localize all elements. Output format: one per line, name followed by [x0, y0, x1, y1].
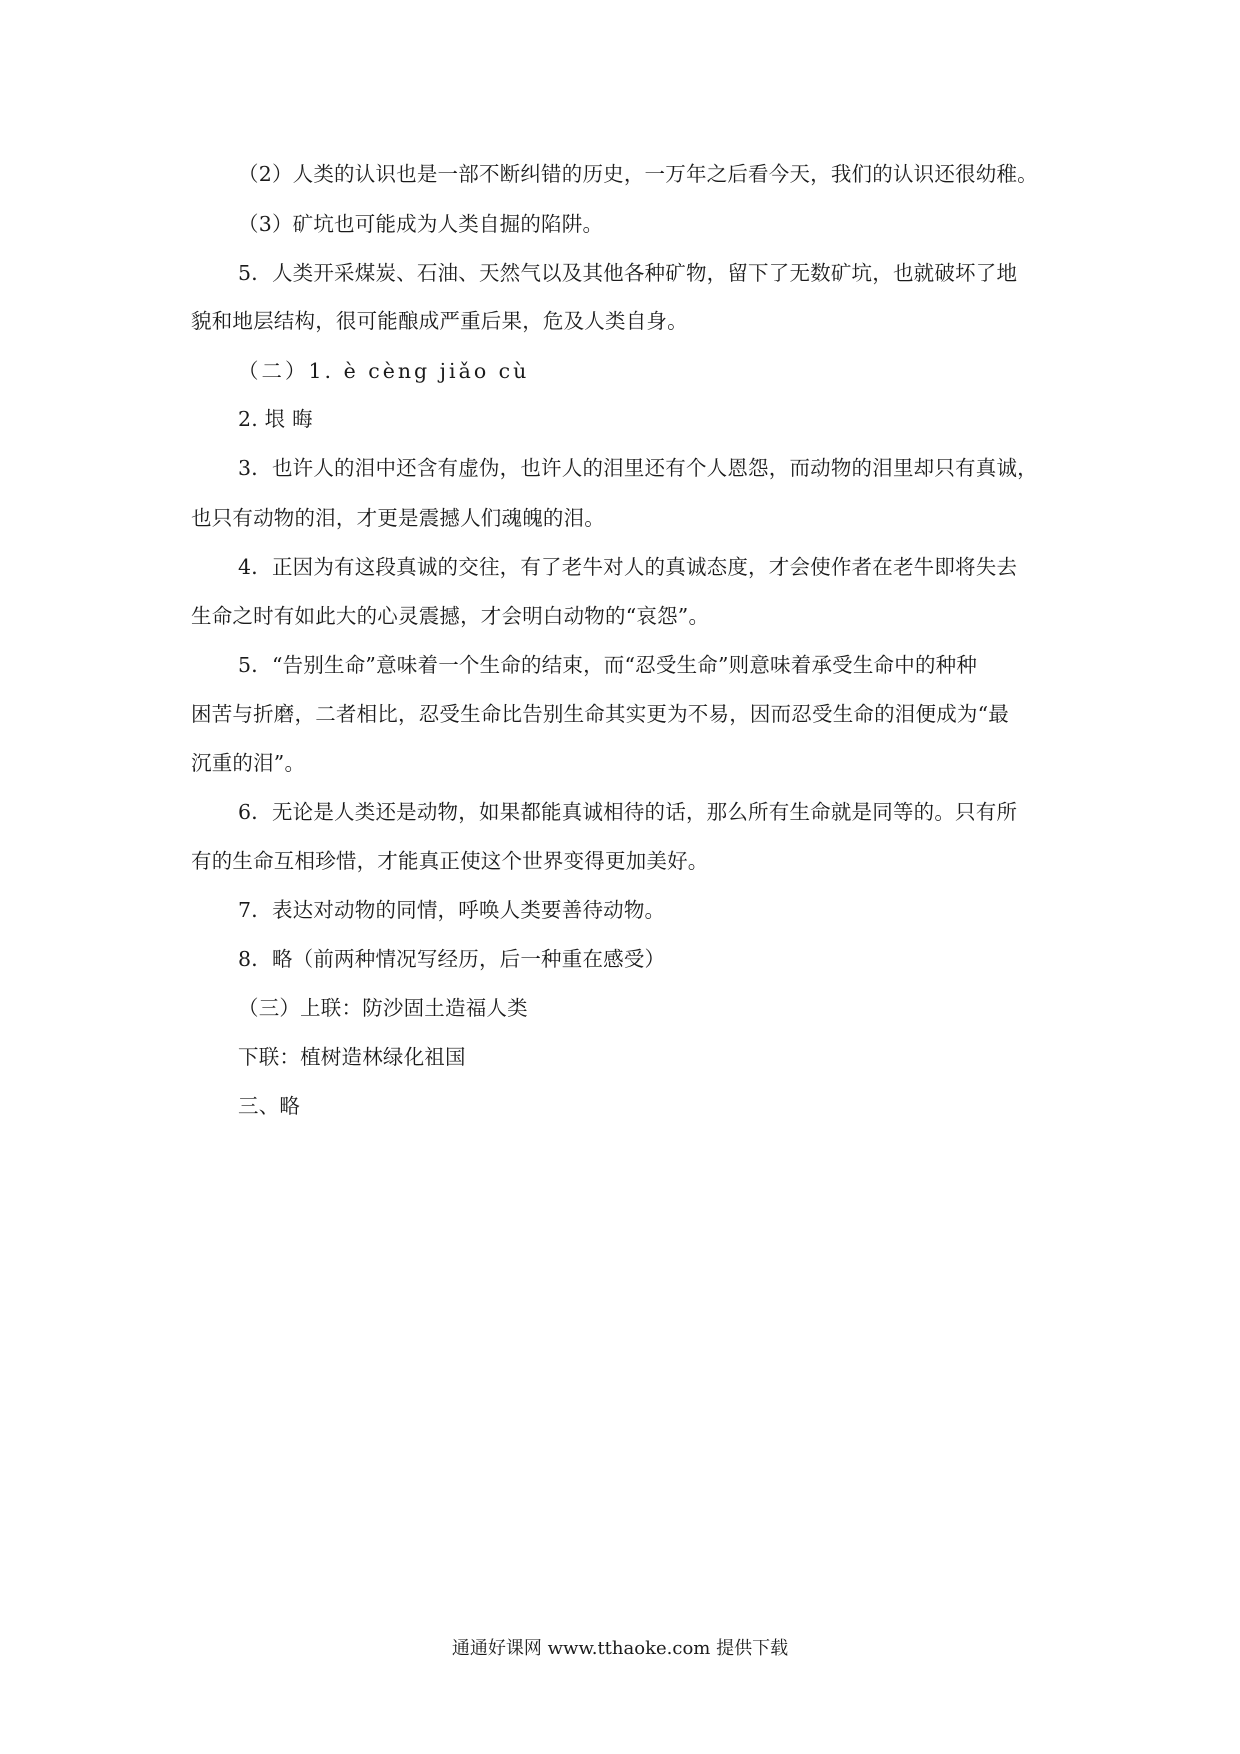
answer-line: 5．“告别生命”意味着一个生命的结束，而“忍受生命”则意味着承受生命中的种种: [238, 653, 978, 677]
answer-line: 沉重的泪”。: [191, 751, 306, 775]
answer-line: 有的生命互相珍惜，才能真正使这个世界变得更加美好。: [191, 849, 709, 873]
answer-line: 7．表达对动物的同情，呼唤人类要善待动物。: [238, 898, 666, 922]
answer-line: 下联：植树造林绿化祖国: [238, 1045, 466, 1069]
answer-line: 困苦与折磨，二者相比，忍受生命比告别生命其实更为不易，因而忍受生命的泪便成为“最: [191, 702, 1009, 726]
page-footer: 通通好课网 www.tthaoke.com 提供下载: [451, 1638, 789, 1659]
answer-line: （三）上联：防沙固土造福人类: [238, 996, 528, 1020]
answer-line: （2）人类的认识也是一部不断纠错的历史，一万年之后看今天，我们的认识还很幼稚。: [238, 162, 1038, 186]
answer-line: 5．人类开采煤炭、石油、天然气以及其他各种矿物，留下了无数矿坑，也就破坏了地: [238, 261, 1018, 285]
answer-line: 也只有动物的泪，才更是震撼人们魂魄的泪。: [191, 506, 605, 530]
answer-line: 貌和地层结构，很可能酿成严重后果，危及人类自身。: [191, 309, 688, 333]
answer-line: （3）矿坑也可能成为人类自掘的陷阱。: [238, 212, 604, 236]
answer-line: 8．略（前两种情况写经历，后一种重在感受）: [238, 947, 666, 971]
answer-line: 三、略: [238, 1094, 301, 1118]
answer-line: 4．正因为有这段真诚的交往，有了老牛对人的真诚态度，才会使作者在老牛即将失去: [238, 555, 1018, 579]
pinyin-answer-line: （二）1. è cèng jiǎo cù: [238, 359, 530, 383]
answer-line: 3．也许人的泪中还含有虚伪，也许人的泪里还有个人恩怨，而动物的泪里却只有真诚，: [238, 456, 1038, 480]
answer-line: 6．无论是人类还是动物，如果都能真诚相待的话，那么所有生命就是同等的。只有所: [238, 800, 1018, 824]
answer-line: 生命之时有如此大的心灵震撼，才会明白动物的“哀怨”。: [191, 604, 710, 628]
answer-line: 2. 垠 晦: [238, 407, 313, 431]
